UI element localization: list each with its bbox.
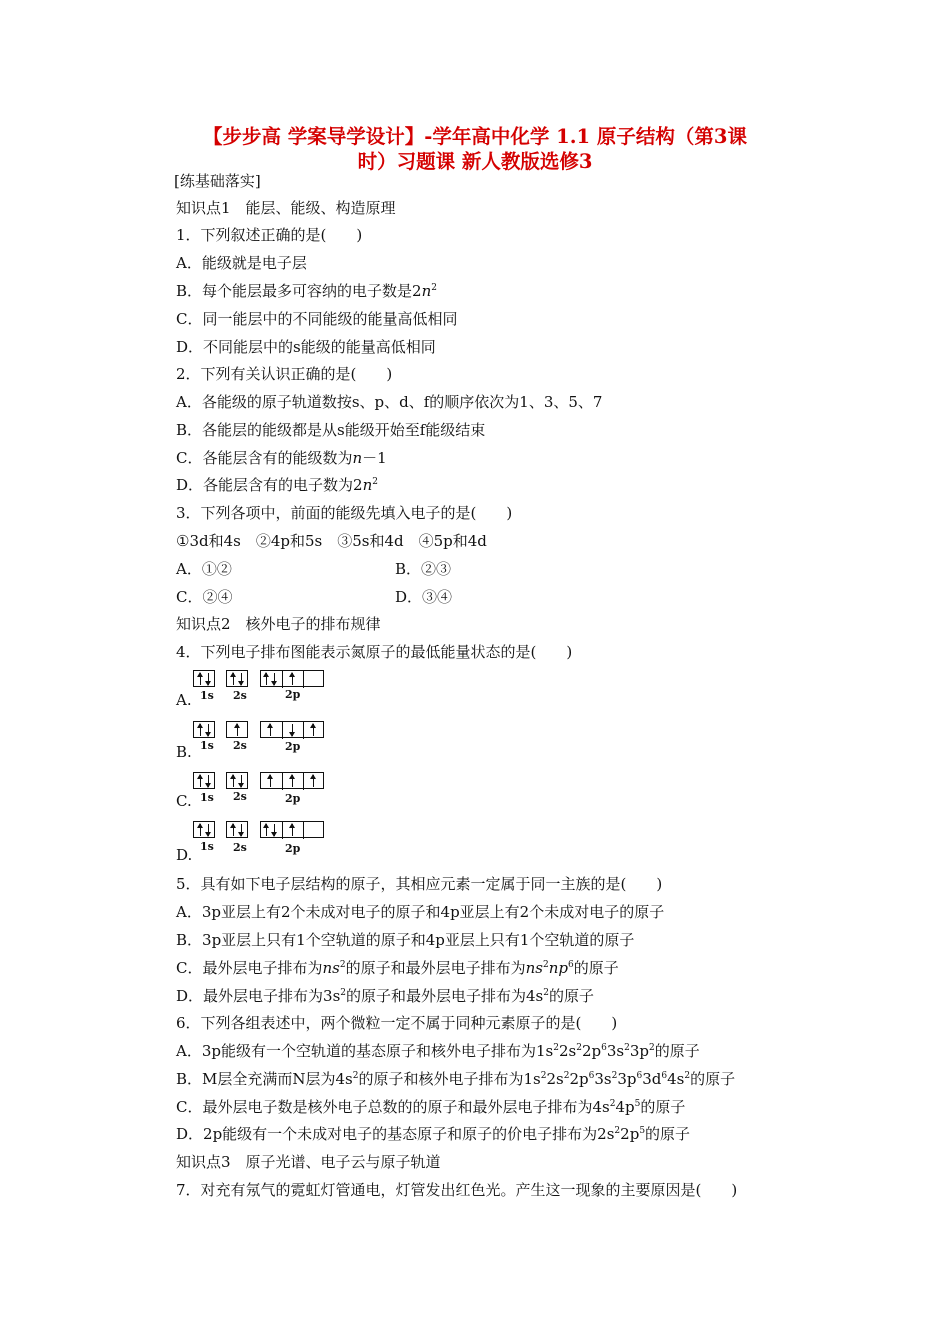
q1-option-a: A．能级就是电子层: [176, 254, 307, 272]
orbital-diagram-c: 1s 2s 2p: [193, 772, 333, 804]
q6-option-a: A．3p能级有一个空轨道的基态原子和核外电子排布为$1s^22s^22p^63s^23p^2$的原子: [176, 1042, 700, 1060]
question-6: 6．下列各组表述中，两个微粒一定不属于同种元素原子的是( ): [176, 1014, 618, 1032]
q4-option-c-letter: C.: [176, 792, 192, 810]
question-5: 5．具有如下电子层结构的原子，其相应元素一定属于同一主族的是( ): [176, 875, 663, 893]
q6-option-c: C．最外层电子数是核外电子总数的的原子和最外层电子排布为$4s^24p^5$的原子: [176, 1098, 686, 1116]
question-1: 1．下列叙述正确的是( ): [176, 226, 363, 244]
q2-option-a: A．各能级的原子轨道数按s、p、d、f的顺序依次为1、3、5、7: [176, 393, 603, 411]
q3-items: ①3d和4s ②4p和5s ③5s和4d ④5p和4d: [176, 532, 487, 550]
q1-option-b: B．每个能层最多可容纳的电子数是$2n^2$: [176, 282, 437, 300]
q2-option-c: C．各能层含有的能级数为n－1: [176, 449, 387, 467]
q2-option-d: D．各能层含有的电子数为$2n^2$: [176, 476, 378, 494]
question-7: 7．对充有氖气的霓虹灯管通电，灯管发出红色光。产生这一现象的主要原因是( ): [176, 1181, 738, 1199]
section-heading: [练基础落实]: [174, 172, 261, 190]
q4-option-d-letter: D.: [176, 846, 193, 864]
q1-option-c: C．同一能层中的不同能级的能量高低相同: [176, 310, 458, 328]
q4-option-a-letter: A.: [176, 691, 192, 709]
knowledge-point-3: 知识点3 原子光谱、电子云与原子轨道: [176, 1153, 441, 1171]
q3-option-b: B．②③: [395, 560, 452, 578]
q4-option-b-letter: B.: [176, 743, 192, 761]
q2-option-b: B．各能层的能级都是从s能级开始至f能级结束: [176, 421, 486, 439]
q6-option-b: B．M层全充满而N层为$4s^2$的原子和核外电子排布为$1s^22s^22p^63s^23p^63d^64s^2$的原子: [176, 1070, 736, 1088]
q5-option-b: B．3p亚层上只有1个空轨道的原子和4p亚层上只有1个空轨道的原子: [176, 931, 635, 949]
document-title: [120, 124, 830, 174]
orbital-diagram-d: 1s 2s 2p: [193, 821, 333, 853]
title-line-2: 时）习题课 新人教版选修3: [357, 150, 593, 173]
q5-option-a: A．3p亚层上有2个未成对电子的原子和4p亚层上有2个未成对电子的原子: [176, 903, 665, 921]
question-4: 4．下列电子排布图能表示氮原子的最低能量状态的是( ): [176, 643, 573, 661]
question-2: 2．下列有关认识正确的是( ): [176, 365, 393, 383]
q5-option-d: D．最外层电子排布为$3s^2$的原子和最外层电子排布为$4s^2$的原子: [176, 987, 595, 1005]
question-3: 3．下列各项中，前面的能级先填入电子的是( ): [176, 504, 513, 522]
q3-option-a: A．①②: [176, 560, 232, 578]
q3-option-c: C．②④: [176, 588, 233, 606]
knowledge-point-2: 知识点2 核外电子的排布规律: [176, 615, 381, 633]
title-line-1: 【步步高 学案导学设计】-学年高中化学 1.1 原子结构（第3课: [203, 125, 747, 148]
q1-option-d: D．不同能层中的s能级的能量高低相同: [176, 338, 436, 356]
q3-option-d: D．③④: [395, 588, 453, 606]
orbital-diagram-b: 1s 2s 2p: [193, 721, 333, 753]
q6-option-d: D．2p能级有一个未成对电子的基态原子和原子的价电子排布为$2s^22p^5$的原子: [176, 1125, 691, 1143]
orbital-diagram-a: 1s 2s 2p: [193, 670, 333, 702]
q5-option-c: C．最外层电子排布为$ns^2$的原子和最外层电子排布为$ns^2np^6$的原子: [176, 959, 619, 977]
knowledge-point-1: 知识点1 能层、能级、构造原理: [176, 199, 396, 217]
